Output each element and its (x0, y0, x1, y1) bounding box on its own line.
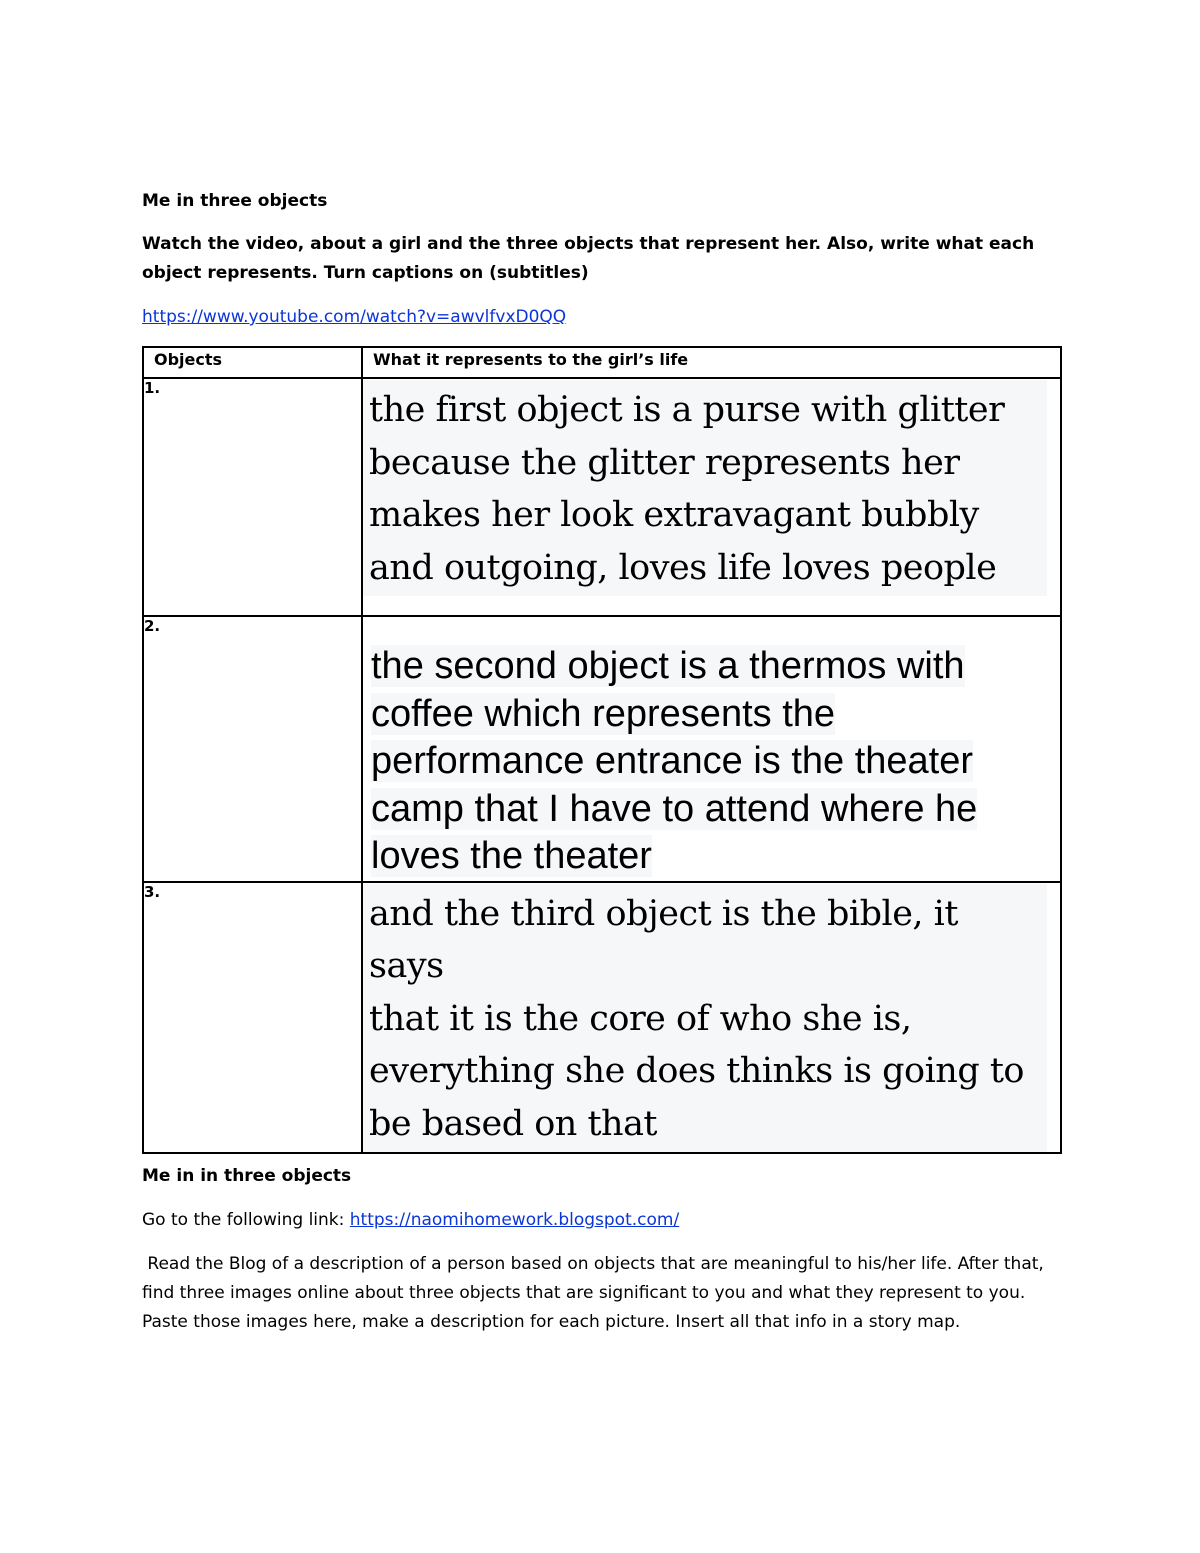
answer-line: the second object is a thermos with (371, 645, 965, 687)
answer-cell (362, 616, 1061, 882)
table-row (143, 882, 1061, 1154)
youtube-link[interactable]: https://www.youtube.com/watch?v=awvlfvxD0QQ (142, 307, 567, 327)
section1-instructions: Watch the video, about a girl and the three objects that represent her. Also, write what each object represents. Turn captions on (subtitles) (142, 234, 1035, 283)
header-objects: Objects (143, 347, 362, 378)
answer-line: makes her look extravagant bubbly (369, 495, 979, 535)
answer-text (363, 884, 1047, 1153)
table-row (143, 616, 1061, 882)
section1-title: Me in three objects (142, 191, 328, 211)
blog-link-prefix: Go to the following link: (142, 1210, 350, 1230)
answer-line: and outgoing, loves life loves people (369, 547, 997, 588)
header-represents: What it represents to the girl’s life (362, 347, 1061, 378)
section2-body: Read the Blog of a description of a person based on objects that are meaningful to his/her life. After that, find three images online about three objects that are significant to you and what they represent to you. Paste those images here, make a description for each picture. Insert all that info in a story map. (142, 1254, 1050, 1332)
answer-line: the first object is a purse with glitter (369, 390, 1005, 430)
row-number: 1. (143, 378, 362, 616)
answer-text (363, 380, 1047, 596)
answer-line: because the glitter represents her (369, 442, 960, 483)
row-number: 2. (143, 616, 362, 882)
answer-line: coffee which represents the (371, 692, 836, 735)
table-row (143, 378, 1061, 616)
answer-text (363, 643, 1060, 881)
answer-cell (362, 378, 1061, 616)
section2-title: Me in in three objects (142, 1166, 352, 1186)
answer-line: and the third object is the bible, it says (369, 893, 958, 986)
answer-line: be based on that (369, 1103, 657, 1144)
answer-line: performance entrance is the theater (371, 740, 974, 782)
table-header-row (143, 347, 1061, 378)
answer-line: camp that I have to attend where he (371, 787, 978, 830)
blog-link[interactable]: https://naomihomework.blogspot.com/ (349, 1210, 680, 1230)
answer-line: loves the theater (371, 835, 652, 877)
answer-line: that it is the core of who she is, (369, 998, 912, 1039)
answer-line: everything she does thinks is going to (369, 1051, 1024, 1091)
blog-link-line (142, 1206, 1062, 1235)
objects-table (142, 346, 1062, 1154)
answer-cell (362, 882, 1061, 1154)
row-number: 3. (143, 882, 362, 1154)
youtube-link-line (142, 303, 1062, 332)
